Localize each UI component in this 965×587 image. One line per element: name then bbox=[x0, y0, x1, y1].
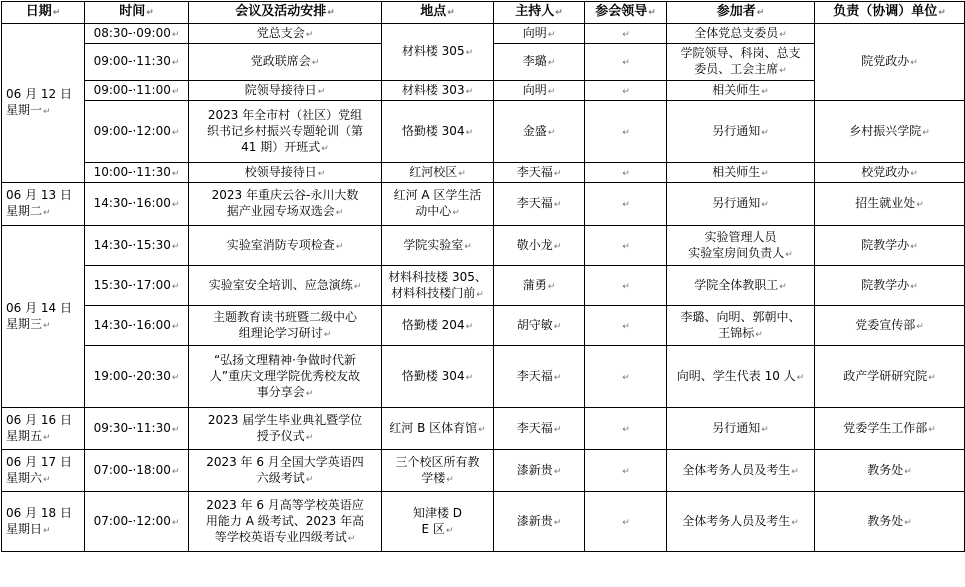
header-row bbox=[2, 2, 965, 24]
header-date: 日期 ↵ bbox=[2, 2, 85, 24]
agenda-cell-line: 人”重庆文理学院优秀校友故 bbox=[209, 368, 361, 383]
unit-cell bbox=[815, 163, 965, 183]
agenda-cell-line: 党政联席会 ↵ bbox=[191, 53, 379, 71]
date-cell-line: 星期六 ↵ bbox=[6, 470, 82, 488]
leader-cell bbox=[585, 450, 667, 492]
leader-cell bbox=[585, 346, 667, 408]
date-cell-line: 星期日 ↵ bbox=[6, 521, 82, 539]
agenda-cell-line: 用能力 A 级考试、2023 年高 bbox=[205, 513, 365, 528]
participants-cell-line: 相关师生 ↵ bbox=[669, 164, 812, 182]
host-cell bbox=[494, 24, 585, 44]
unit-cell-line: 教务处 ↵ bbox=[817, 462, 962, 480]
leader-cell bbox=[585, 163, 667, 183]
date-cell bbox=[2, 226, 85, 408]
empty-mark bbox=[621, 278, 630, 292]
host-cell bbox=[494, 183, 585, 226]
host-cell bbox=[494, 44, 585, 81]
date-cell bbox=[2, 492, 85, 552]
time-cell bbox=[85, 81, 189, 101]
empty-mark bbox=[621, 318, 630, 332]
header-host: 主持人 ↵ bbox=[494, 2, 585, 24]
unit-cell-line: 招生就业处 ↵ bbox=[817, 195, 962, 213]
agenda-cell bbox=[189, 226, 382, 266]
host-cell bbox=[494, 81, 585, 101]
participants-cell bbox=[667, 24, 815, 44]
table-row bbox=[2, 24, 965, 44]
date-cell bbox=[2, 450, 85, 492]
header-participants: 参加者 ↵ bbox=[667, 2, 815, 24]
location-cell bbox=[382, 266, 494, 306]
table-row bbox=[2, 450, 965, 492]
location-cell bbox=[382, 408, 494, 450]
unit-cell bbox=[815, 346, 965, 408]
leader-cell bbox=[585, 183, 667, 226]
participants-cell-line: 向明、学生代表 10 人 ↵ bbox=[669, 368, 812, 386]
agenda-cell bbox=[189, 266, 382, 306]
unit-cell bbox=[815, 101, 965, 163]
location-cell-line: 恪勤楼 204 ↵ bbox=[384, 317, 491, 335]
location-cell-line: 动中心 ↵ bbox=[384, 203, 491, 221]
date-cell-line: 星期五 ↵ bbox=[6, 428, 82, 446]
host-name: 向明 ↵ bbox=[523, 83, 556, 97]
date-cell-line: 06 月 16 日 bbox=[6, 412, 72, 427]
empty-mark bbox=[621, 421, 630, 435]
host-name: 漆新贵 ↵ bbox=[517, 463, 562, 477]
agenda-cell-line: 授予仪式 ↵ bbox=[191, 428, 379, 446]
leader-cell bbox=[585, 492, 667, 552]
location-cell-line: 材料科技楼 305、 bbox=[388, 269, 487, 284]
leader-cell bbox=[585, 81, 667, 101]
date-cell-line: 星期三 ↵ bbox=[6, 316, 82, 334]
time-cell bbox=[85, 101, 189, 163]
participants-cell bbox=[667, 450, 815, 492]
host-cell bbox=[494, 306, 585, 346]
date-cell-line: 06 月 13 日 bbox=[6, 188, 72, 202]
agenda-cell bbox=[189, 101, 382, 163]
participants-cell bbox=[667, 492, 815, 552]
time-cell-line: 15:30-·17:00 ↵ bbox=[87, 277, 186, 295]
agenda-cell-line: 据产业园专场双选会 ↵ bbox=[191, 203, 379, 221]
header-agenda: 会议及活动安排 ↵ bbox=[189, 2, 382, 24]
participants-cell-line: 实验管理人员 bbox=[704, 229, 777, 244]
empty-mark bbox=[621, 83, 630, 97]
location-cell bbox=[382, 24, 494, 81]
location-cell-line: 材料楼 303 ↵ bbox=[384, 82, 491, 100]
time-cell-line: 08:30-·09:00 ↵ bbox=[87, 25, 186, 43]
participants-cell bbox=[667, 226, 815, 266]
agenda-cell-line: 事分享会 ↵ bbox=[191, 384, 379, 402]
agenda-cell-line: 织书记乡村振兴专题轮训（第 bbox=[206, 123, 363, 138]
location-cell bbox=[382, 81, 494, 101]
time-cell bbox=[85, 346, 189, 408]
host-cell bbox=[494, 450, 585, 492]
table-row bbox=[2, 101, 965, 163]
location-cell bbox=[382, 183, 494, 226]
unit-cell-line: 乡村振兴学院 ↵ bbox=[817, 123, 962, 141]
time-cell-line: 09:00-·12:00 ↵ bbox=[87, 123, 186, 141]
unit-cell-line: 教务处 ↵ bbox=[817, 513, 962, 531]
host-cell bbox=[494, 408, 585, 450]
agenda-cell bbox=[189, 346, 382, 408]
participants-cell-line: 王锦标 ↵ bbox=[669, 325, 812, 343]
table-row bbox=[2, 266, 965, 306]
participants-cell bbox=[667, 183, 815, 226]
date-cell bbox=[2, 408, 85, 450]
agenda-cell-line: 实验室消防专项检查 ↵ bbox=[191, 237, 379, 255]
unit-cell-line: 院党政办 ↵ bbox=[817, 53, 962, 71]
agenda-cell-line: 2023 届学生毕业典礼暨学位 bbox=[207, 412, 363, 427]
unit-cell bbox=[815, 226, 965, 266]
participants-cell-line: 全体考务人员及考生 ↵ bbox=[669, 513, 812, 531]
location-cell bbox=[382, 306, 494, 346]
unit-cell-line: 院教学办 ↵ bbox=[817, 237, 962, 255]
time-cell bbox=[85, 266, 189, 306]
time-cell-line: 09:30-·11:30 ↵ bbox=[87, 420, 186, 438]
agenda-cell bbox=[189, 24, 382, 44]
unit-cell bbox=[815, 266, 965, 306]
participants-cell bbox=[667, 101, 815, 163]
time-cell-line: 10:00-·11:30 ↵ bbox=[87, 164, 186, 182]
location-cell-line: 材料科技楼门前 ↵ bbox=[384, 285, 491, 303]
location-cell-line: 知津楼 D bbox=[412, 505, 463, 520]
table-row bbox=[2, 408, 965, 450]
host-name: 敬小龙 ↵ bbox=[517, 238, 562, 252]
host-name: 胡守敏 ↵ bbox=[517, 318, 562, 332]
empty-mark bbox=[621, 196, 630, 210]
agenda-cell-line: 实验室安全培训、应急演练 ↵ bbox=[191, 277, 379, 295]
host-cell bbox=[494, 346, 585, 408]
header-location: 地点 ↵ bbox=[382, 2, 494, 24]
leader-cell bbox=[585, 24, 667, 44]
leader-cell bbox=[585, 101, 667, 163]
participants-cell-line: 另行通知 ↵ bbox=[669, 420, 812, 438]
agenda-cell-line: 院领导接待日 ↵ bbox=[191, 82, 379, 100]
participants-cell-line: 实验室房间负责人 ↵ bbox=[669, 245, 812, 263]
host-cell bbox=[494, 492, 585, 552]
empty-mark bbox=[621, 514, 630, 528]
agenda-cell bbox=[189, 408, 382, 450]
participants-cell bbox=[667, 163, 815, 183]
host-name: 漆新贵 ↵ bbox=[517, 514, 562, 528]
leader-cell bbox=[585, 408, 667, 450]
host-name: 向明 ↵ bbox=[523, 26, 556, 40]
location-cell-line: 学院实验室 ↵ bbox=[384, 237, 491, 255]
agenda-cell-line: 主题教育读书班暨二级中心 bbox=[212, 309, 357, 324]
agenda-cell bbox=[189, 44, 382, 81]
time-cell bbox=[85, 163, 189, 183]
participants-cell bbox=[667, 306, 815, 346]
unit-cell-line: 党委学生工作部 ↵ bbox=[817, 420, 962, 438]
leader-cell bbox=[585, 266, 667, 306]
agenda-cell-line: 六级考试 ↵ bbox=[191, 470, 379, 488]
agenda-cell-line: 2023 年 6 月全国大学英语四 bbox=[206, 454, 364, 469]
location-cell bbox=[382, 492, 494, 552]
participants-cell-line: 李璐、向明、郭朝中、 bbox=[680, 309, 801, 324]
participants-cell bbox=[667, 81, 815, 101]
leader-cell bbox=[585, 44, 667, 81]
location-cell-line: 恪勤楼 304 ↵ bbox=[384, 123, 491, 141]
agenda-cell-line: 2023 年全市村（社区）党组 bbox=[207, 107, 363, 122]
participants-cell bbox=[667, 44, 815, 81]
table-row bbox=[2, 183, 965, 226]
participants-cell-line: 全体党总支委员 ↵ bbox=[669, 25, 812, 43]
agenda-cell bbox=[189, 81, 382, 101]
location-cell-line: 红河 A 区学生活 bbox=[393, 188, 482, 202]
participants-cell-line: 学院全体教职工 ↵ bbox=[669, 277, 812, 295]
agenda-cell-line: 2023 年重庆云谷-永川大数 bbox=[211, 188, 359, 202]
date-cell bbox=[2, 183, 85, 226]
unit-cell bbox=[815, 408, 965, 450]
empty-mark bbox=[621, 238, 630, 252]
host-name: 李天福 ↵ bbox=[517, 421, 562, 435]
location-cell-line: 材料楼 305 ↵ bbox=[384, 43, 491, 61]
empty-mark bbox=[621, 463, 630, 477]
schedule-body bbox=[2, 2, 965, 552]
location-cell-line: 恪勤楼 304 ↵ bbox=[384, 368, 491, 386]
host-name: 李天福 ↵ bbox=[517, 165, 562, 179]
host-name: 蒲勇 ↵ bbox=[523, 278, 556, 292]
date-cell-line: 06 月 14 日 bbox=[6, 300, 72, 315]
participants-cell bbox=[667, 408, 815, 450]
empty-mark bbox=[621, 54, 630, 68]
host-cell bbox=[494, 163, 585, 183]
time-cell-line: 14:30-·15:30 ↵ bbox=[87, 237, 186, 255]
participants-cell-line: 委员、工会主席 ↵ bbox=[669, 61, 812, 79]
time-cell bbox=[85, 183, 189, 226]
header-leader: 参会领导 ↵ bbox=[585, 2, 667, 24]
location-cell bbox=[382, 101, 494, 163]
date-cell-line: 星期二 ↵ bbox=[6, 203, 82, 221]
table-row bbox=[2, 492, 965, 552]
unit-cell-line: 政产学研研究院 ↵ bbox=[817, 368, 962, 386]
empty-mark bbox=[621, 26, 630, 40]
leader-cell bbox=[585, 226, 667, 266]
agenda-cell bbox=[189, 492, 382, 552]
participants-cell-line: 另行通知 ↵ bbox=[669, 195, 812, 213]
location-cell-line: 三个校区所有教 bbox=[395, 454, 480, 469]
host-name: 李璐 ↵ bbox=[523, 54, 556, 68]
empty-mark bbox=[621, 165, 630, 179]
date-cell-line: 06 月 17 日 bbox=[6, 454, 72, 469]
host-cell bbox=[494, 266, 585, 306]
agenda-cell-line: “弘扬文理精神·争做时代新 bbox=[213, 352, 357, 367]
location-cell bbox=[382, 163, 494, 183]
date-cell-line: 06 月 12 日 bbox=[6, 87, 72, 101]
leader-cell bbox=[585, 306, 667, 346]
location-cell-line: 学楼 ↵ bbox=[384, 470, 491, 488]
agenda-cell-line: 2023 年 6 月高等学校英语应 bbox=[206, 497, 364, 512]
agenda-cell-line: 41 期）开班式 ↵ bbox=[191, 139, 379, 157]
time-cell bbox=[85, 24, 189, 44]
location-cell-line: E 区 ↵ bbox=[384, 521, 491, 539]
agenda-cell bbox=[189, 450, 382, 492]
empty-mark bbox=[621, 369, 630, 383]
time-cell-line: 07:00-·12:00 ↵ bbox=[87, 513, 186, 531]
unit-cell bbox=[815, 183, 965, 226]
location-cell bbox=[382, 346, 494, 408]
schedule-table bbox=[1, 1, 965, 552]
time-cell bbox=[85, 492, 189, 552]
unit-cell-line: 院教学办 ↵ bbox=[817, 277, 962, 295]
date-cell-line: 06 月 18 日 bbox=[6, 505, 72, 520]
agenda-cell-line: 党总支会 ↵ bbox=[191, 25, 379, 43]
time-cell-line: 09:00-·11:30 ↵ bbox=[87, 53, 186, 71]
participants-cell-line: 相关师生 ↵ bbox=[669, 82, 812, 100]
table-row bbox=[2, 163, 965, 183]
location-cell bbox=[382, 226, 494, 266]
agenda-cell bbox=[189, 306, 382, 346]
host-cell bbox=[494, 226, 585, 266]
participants-cell-line: 学院领导、科岗、总支 bbox=[680, 46, 801, 60]
participants-cell bbox=[667, 346, 815, 408]
date-cell bbox=[2, 24, 85, 183]
table-row bbox=[2, 346, 965, 408]
header-time: 时间 ↵ bbox=[85, 2, 189, 24]
header-unit: 负责（协调）单位 ↵ bbox=[815, 2, 965, 24]
agenda-cell-line: 等学校英语专业四级考试 ↵ bbox=[191, 529, 379, 547]
agenda-cell-line: 校领导接待日 ↵ bbox=[191, 164, 379, 182]
table-row bbox=[2, 226, 965, 266]
unit-cell bbox=[815, 306, 965, 346]
location-cell-line: 红河校区 ↵ bbox=[384, 164, 491, 182]
agenda-cell bbox=[189, 163, 382, 183]
participants-cell bbox=[667, 266, 815, 306]
host-cell bbox=[494, 101, 585, 163]
time-cell-line: 09:00-·11:00 ↵ bbox=[87, 82, 186, 100]
participants-cell-line: 另行通知 ↵ bbox=[669, 123, 812, 141]
location-cell bbox=[382, 450, 494, 492]
unit-cell-line: 校党政办 ↵ bbox=[817, 164, 962, 182]
time-cell bbox=[85, 408, 189, 450]
location-cell-line: 红河 B 区体育馆 ↵ bbox=[384, 420, 491, 438]
unit-cell bbox=[815, 492, 965, 552]
time-cell bbox=[85, 450, 189, 492]
participants-cell-line: 全体考务人员及考生 ↵ bbox=[669, 462, 812, 480]
host-name: 李天福 ↵ bbox=[517, 369, 562, 383]
time-cell bbox=[85, 306, 189, 346]
date-cell-line: 星期一 ↵ bbox=[6, 102, 82, 120]
time-cell bbox=[85, 226, 189, 266]
unit-cell-line: 党委宣传部 ↵ bbox=[817, 317, 962, 335]
host-name: 李天福 ↵ bbox=[517, 196, 562, 210]
time-cell bbox=[85, 44, 189, 81]
agenda-cell bbox=[189, 183, 382, 226]
time-cell-line: 19:00-·20:30 ↵ bbox=[87, 368, 186, 386]
empty-mark bbox=[621, 124, 630, 138]
time-cell-line: 14:30-·16:00 ↵ bbox=[87, 317, 186, 335]
table-row bbox=[2, 306, 965, 346]
time-cell-line: 14:30-·16:00 ↵ bbox=[87, 195, 186, 213]
unit-cell bbox=[815, 24, 965, 101]
unit-cell bbox=[815, 450, 965, 492]
agenda-cell-line: 组理论学习研讨 ↵ bbox=[191, 325, 379, 343]
time-cell-line: 07:00-·18:00 ↵ bbox=[87, 462, 186, 480]
host-name: 金盛 ↵ bbox=[523, 124, 556, 138]
